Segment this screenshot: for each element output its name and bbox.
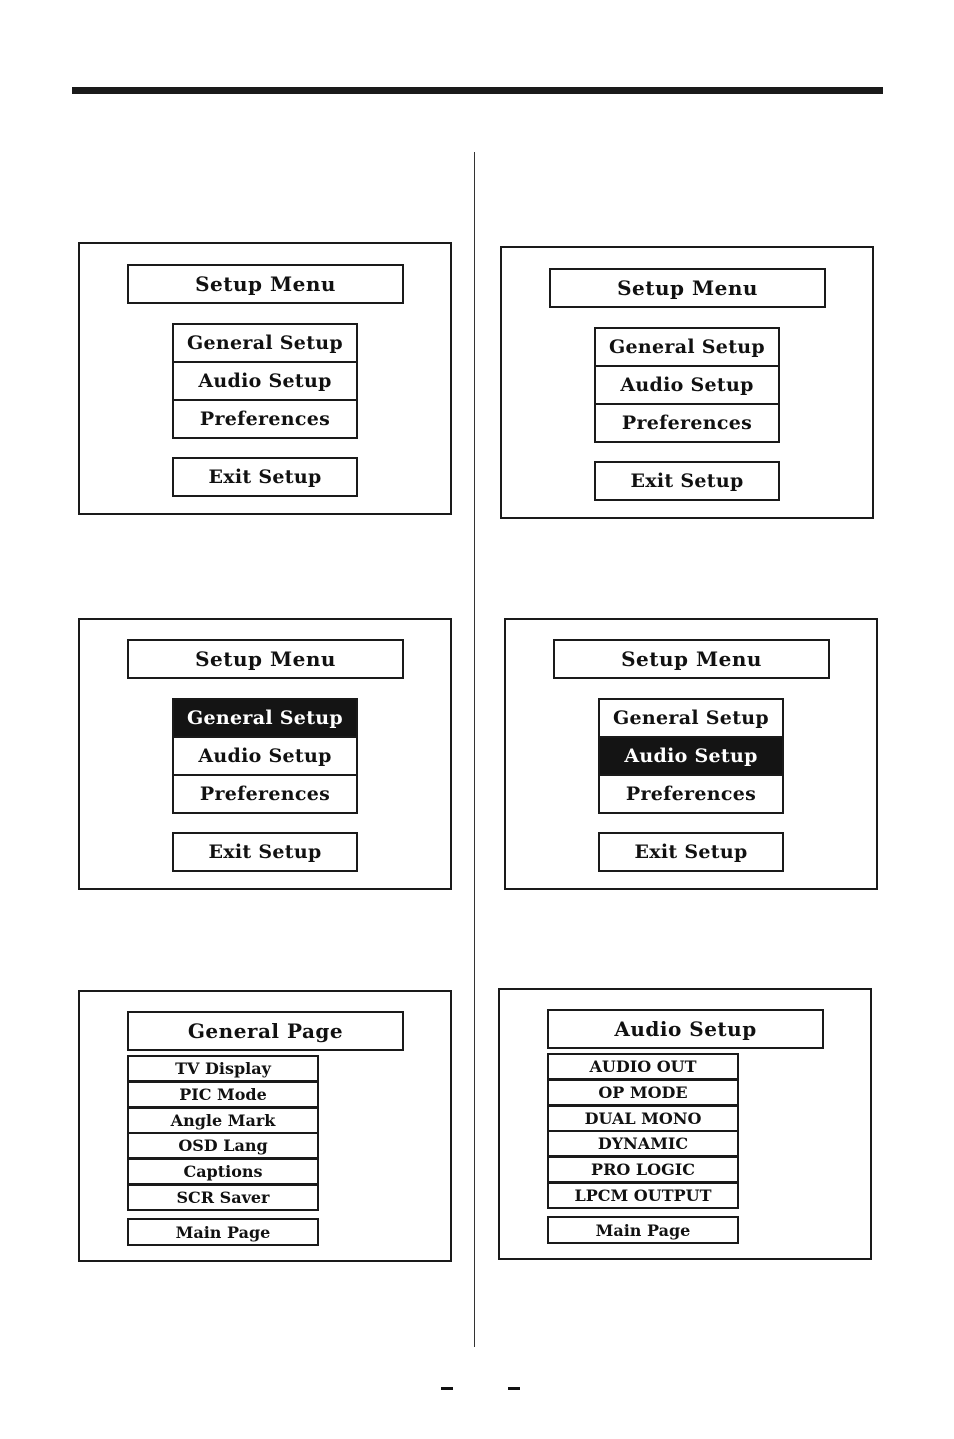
- menu-item-preferences[interactable]: Preferences: [172, 774, 358, 814]
- audio-item-pro-logic[interactable]: PRO LOGIC: [547, 1156, 739, 1183]
- setup-menu-panel-4: [504, 618, 878, 890]
- menu-item-preferences[interactable]: Preferences: [594, 403, 780, 443]
- audio-item-dual-mono[interactable]: DUAL MONO: [547, 1105, 739, 1132]
- menu-item-preferences[interactable]: Preferences: [598, 774, 784, 814]
- general-item-pic-mode[interactable]: PIC Mode: [127, 1081, 319, 1108]
- general-item-tv-display[interactable]: TV Display: [127, 1055, 319, 1082]
- audio-setup-title: Audio Setup: [547, 1009, 824, 1049]
- menu-item-audio-setup[interactable]: Audio Setup: [172, 361, 358, 401]
- menu-item-general-setup[interactable]: General Setup: [172, 323, 358, 363]
- setup-menu-panel-2: [500, 246, 874, 519]
- setup-menu-title: Setup Menu: [549, 268, 826, 308]
- exit-setup-button[interactable]: Exit Setup: [594, 461, 780, 501]
- general-item-osd-lang[interactable]: OSD Lang: [127, 1132, 319, 1159]
- setup-menu-title: Setup Menu: [127, 264, 404, 304]
- page-mark-left: [441, 1387, 453, 1390]
- page-mark-right: [508, 1387, 520, 1390]
- general-item-angle-mark[interactable]: Angle Mark: [127, 1107, 319, 1134]
- menu-item-preferences[interactable]: Preferences: [172, 399, 358, 439]
- main-page-button[interactable]: Main Page: [547, 1216, 739, 1244]
- general-item-scr-saver[interactable]: SCR Saver: [127, 1184, 319, 1211]
- main-page-button[interactable]: Main Page: [127, 1218, 319, 1246]
- audio-item-op-mode[interactable]: OP MODE: [547, 1079, 739, 1106]
- menu-item-audio-setup[interactable]: Audio Setup: [172, 736, 358, 776]
- menu-item-general-setup[interactable]: General Setup: [594, 327, 780, 367]
- audio-item-lpcm-output[interactable]: LPCM OUTPUT: [547, 1182, 739, 1209]
- setup-menu-panel-1: [78, 242, 452, 515]
- audio-item-audio-out[interactable]: AUDIO OUT: [547, 1053, 739, 1080]
- audio-item-dynamic[interactable]: DYNAMIC: [547, 1130, 739, 1157]
- setup-menu-title: Setup Menu: [553, 639, 830, 679]
- setup-menu-panel-3: [78, 618, 452, 890]
- menu-item-general-setup[interactable]: General Setup: [598, 698, 784, 738]
- center-divider: [474, 152, 475, 1347]
- general-page-title: General Page: [127, 1011, 404, 1051]
- exit-setup-button[interactable]: Exit Setup: [598, 832, 784, 872]
- setup-menu-title: Setup Menu: [127, 639, 404, 679]
- menu-item-audio-setup-selected[interactable]: Audio Setup: [598, 736, 784, 776]
- audio-setup-panel: [498, 988, 872, 1260]
- menu-item-audio-setup[interactable]: Audio Setup: [594, 365, 780, 405]
- exit-setup-button[interactable]: Exit Setup: [172, 457, 358, 497]
- top-rule: [72, 87, 883, 94]
- exit-setup-button[interactable]: Exit Setup: [172, 832, 358, 872]
- menu-item-general-setup-selected[interactable]: General Setup: [172, 698, 358, 738]
- general-item-captions[interactable]: Captions: [127, 1158, 319, 1185]
- general-page-panel: [78, 990, 452, 1262]
